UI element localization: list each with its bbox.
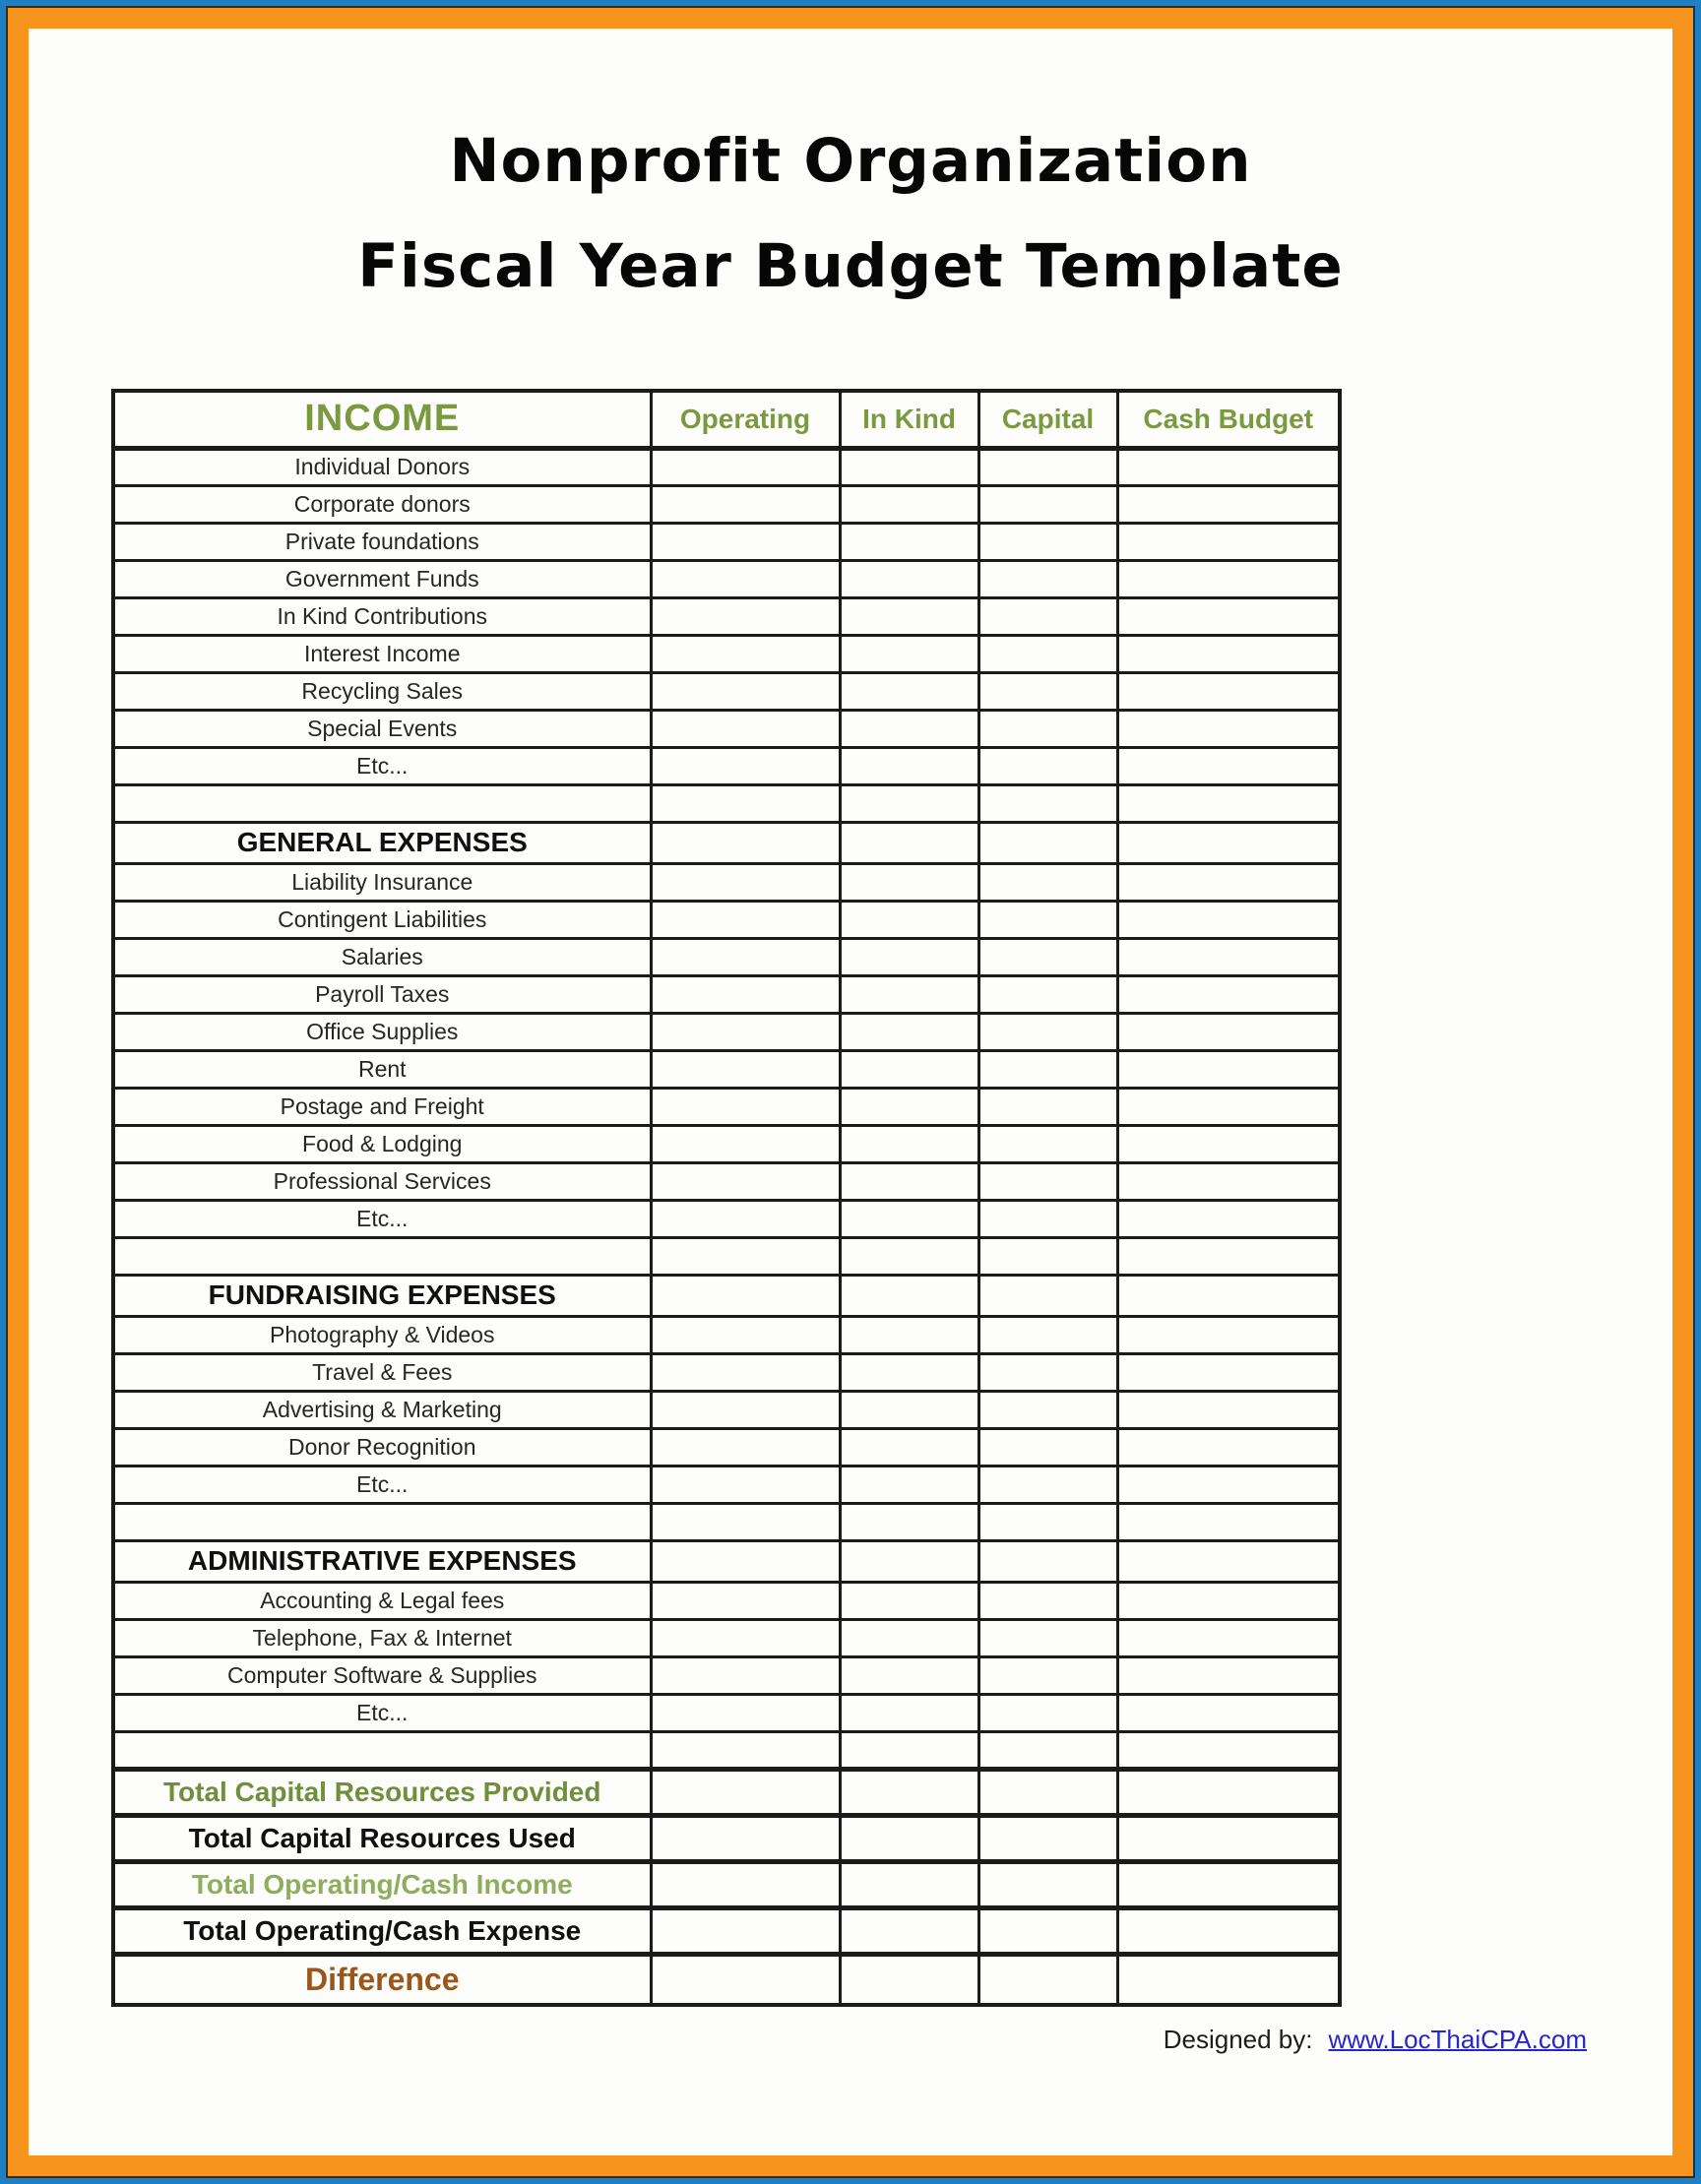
column-header-in-kind: In Kind (840, 391, 978, 448)
value-cell (651, 523, 840, 560)
value-cell (840, 710, 978, 747)
value-cell (1117, 1656, 1340, 1694)
value-cell (840, 485, 978, 523)
value-cell (1117, 448, 1340, 485)
value-cell (1117, 1162, 1340, 1200)
value-cell (651, 1088, 840, 1125)
row-label (113, 784, 651, 822)
row-label: Food & Lodging (113, 1125, 651, 1162)
value-cell (840, 901, 978, 938)
value-cell (840, 975, 978, 1013)
value-cell (840, 1466, 978, 1503)
value-cell (840, 1769, 978, 1815)
value-cell (651, 1582, 840, 1619)
table-row (113, 485, 1340, 523)
value-cell (651, 938, 840, 975)
value-cell (1117, 710, 1340, 747)
value-cell (1117, 1428, 1340, 1466)
footer (1164, 2025, 1587, 2055)
column-header-capital: Capital (978, 391, 1117, 448)
value-cell (1117, 1769, 1340, 1815)
row-label: In Kind Contributions (113, 597, 651, 635)
value-cell (840, 1540, 978, 1582)
value-cell (1117, 485, 1340, 523)
value-cell (840, 1619, 978, 1656)
row-label: Special Events (113, 710, 651, 747)
value-cell (840, 1125, 978, 1162)
value-cell (840, 1954, 978, 2005)
value-cell (651, 485, 840, 523)
row-label: Office Supplies (113, 1013, 651, 1050)
value-cell (978, 1391, 1117, 1428)
value-cell (978, 448, 1117, 485)
table-row (113, 1088, 1340, 1125)
value-cell (651, 1769, 840, 1815)
value-cell (978, 1861, 1117, 1907)
table-row (113, 523, 1340, 560)
row-label: Etc... (113, 1694, 651, 1731)
table-row (113, 1656, 1340, 1694)
table-row (113, 672, 1340, 710)
page-title-line1: Nonprofit Organization (449, 126, 1252, 196)
value-cell (978, 1731, 1117, 1769)
value-cell (1117, 597, 1340, 635)
table-row-blank (113, 1503, 1340, 1540)
row-label: Photography & Videos (113, 1316, 651, 1353)
value-cell (651, 747, 840, 784)
row-label: Computer Software & Supplies (113, 1656, 651, 1694)
table-row (113, 1200, 1340, 1237)
value-cell (651, 1619, 840, 1656)
value-cell (1117, 1275, 1340, 1316)
row-label: Contingent Liabilities (113, 901, 651, 938)
row-label: Donor Recognition (113, 1428, 651, 1466)
row-label: Difference (113, 1954, 651, 2005)
value-cell (1117, 1353, 1340, 1391)
value-cell (840, 1237, 978, 1275)
table-row (113, 938, 1340, 975)
value-cell (840, 672, 978, 710)
value-cell (978, 1694, 1117, 1731)
value-cell (1117, 901, 1340, 938)
value-cell (978, 1907, 1117, 1954)
value-cell (1117, 560, 1340, 597)
value-cell (1117, 1954, 1340, 2005)
value-cell (1117, 635, 1340, 672)
value-cell (978, 560, 1117, 597)
table-row-blank (113, 1237, 1340, 1275)
value-cell (651, 1125, 840, 1162)
table-row (113, 1582, 1340, 1619)
value-cell (978, 485, 1117, 523)
value-cell (651, 597, 840, 635)
value-cell (1117, 523, 1340, 560)
value-cell (1117, 1050, 1340, 1088)
column-header-income: INCOME (113, 391, 651, 448)
value-cell (840, 597, 978, 635)
value-cell (978, 597, 1117, 635)
value-cell (840, 1088, 978, 1125)
row-label: Government Funds (113, 560, 651, 597)
table-row (113, 747, 1340, 784)
table-row-section (113, 822, 1340, 863)
value-cell (840, 1316, 978, 1353)
value-cell (1117, 1861, 1340, 1907)
value-cell (978, 1619, 1117, 1656)
value-cell (840, 1013, 978, 1050)
value-cell (651, 1907, 840, 1954)
table-row (113, 1316, 1340, 1353)
value-cell (1117, 1694, 1340, 1731)
value-cell (840, 635, 978, 672)
value-cell (651, 560, 840, 597)
row-label: Interest Income (113, 635, 651, 672)
value-cell (1117, 1731, 1340, 1769)
value-cell (840, 1694, 978, 1731)
value-cell (978, 710, 1117, 747)
value-cell (651, 1353, 840, 1391)
value-cell (1117, 938, 1340, 975)
table-row (113, 710, 1340, 747)
table-row-total_green_light (113, 1861, 1340, 1907)
table-row (113, 1694, 1340, 1731)
page-title (29, 126, 1672, 301)
value-cell (651, 448, 840, 485)
value-cell (840, 747, 978, 784)
value-cell (1117, 1316, 1340, 1353)
value-cell (651, 1428, 840, 1466)
value-cell (840, 1731, 978, 1769)
row-label (113, 1237, 651, 1275)
value-cell (978, 672, 1117, 710)
value-cell (1117, 1237, 1340, 1275)
row-label: Etc... (113, 747, 651, 784)
page-orange-border (6, 6, 1695, 2178)
table-row (113, 1162, 1340, 1200)
value-cell (651, 1731, 840, 1769)
row-label: Private foundations (113, 523, 651, 560)
value-cell (978, 1466, 1117, 1503)
row-label: Total Capital Resources Used (113, 1815, 651, 1861)
value-cell (840, 822, 978, 863)
table-row (113, 1125, 1340, 1162)
value-cell (651, 1656, 840, 1694)
value-cell (651, 1391, 840, 1428)
value-cell (978, 523, 1117, 560)
table-row (113, 1013, 1340, 1050)
value-cell (840, 784, 978, 822)
row-label: Etc... (113, 1466, 651, 1503)
value-cell (978, 1540, 1117, 1582)
value-cell (651, 1466, 840, 1503)
value-cell (651, 1013, 840, 1050)
table-row (113, 975, 1340, 1013)
value-cell (1117, 975, 1340, 1013)
value-cell (1117, 1582, 1340, 1619)
value-cell (840, 1503, 978, 1540)
table-row (113, 1428, 1340, 1466)
value-cell (1117, 822, 1340, 863)
value-cell (1117, 1391, 1340, 1428)
value-cell (978, 1582, 1117, 1619)
row-label: Corporate donors (113, 485, 651, 523)
value-cell (651, 1162, 840, 1200)
value-cell (978, 1275, 1117, 1316)
column-header-cash-budget: Cash Budget (1117, 391, 1340, 448)
value-cell (651, 1316, 840, 1353)
value-cell (840, 1200, 978, 1237)
row-label: Accounting & Legal fees (113, 1582, 651, 1619)
row-label: Individual Donors (113, 448, 651, 485)
table-row-total_green (113, 1769, 1340, 1815)
table-row-section (113, 1275, 1340, 1316)
value-cell (651, 672, 840, 710)
value-cell (840, 1656, 978, 1694)
value-cell (978, 1200, 1117, 1237)
row-label: Payroll Taxes (113, 975, 651, 1013)
table-row (113, 560, 1340, 597)
table-header-row (113, 391, 1340, 448)
value-cell (840, 1353, 978, 1391)
table-row (113, 863, 1340, 901)
value-cell (651, 1694, 840, 1731)
value-cell (840, 938, 978, 975)
value-cell (651, 1861, 840, 1907)
value-cell (651, 1815, 840, 1861)
row-label: Postage and Freight (113, 1088, 651, 1125)
value-cell (840, 560, 978, 597)
value-cell (1117, 1013, 1340, 1050)
column-header-operating: Operating (651, 391, 840, 448)
value-cell (978, 747, 1117, 784)
value-cell (1117, 863, 1340, 901)
table-row (113, 635, 1340, 672)
value-cell (651, 635, 840, 672)
value-cell (978, 1088, 1117, 1125)
row-label: Advertising & Marketing (113, 1391, 651, 1428)
table-row (113, 1391, 1340, 1428)
value-cell (1117, 1200, 1340, 1237)
value-cell (978, 901, 1117, 938)
row-label: Total Operating/Cash Expense (113, 1907, 651, 1954)
value-cell (978, 975, 1117, 1013)
table-row (113, 1466, 1340, 1503)
value-cell (651, 784, 840, 822)
row-label (113, 1731, 651, 1769)
value-cell (978, 1815, 1117, 1861)
value-cell (651, 863, 840, 901)
value-cell (978, 1050, 1117, 1088)
value-cell (1117, 1466, 1340, 1503)
value-cell (840, 863, 978, 901)
value-cell (840, 1428, 978, 1466)
table-row-total_black (113, 1815, 1340, 1861)
row-label: Professional Services (113, 1162, 651, 1200)
value-cell (978, 1316, 1117, 1353)
row-label: Telephone, Fax & Internet (113, 1619, 651, 1656)
value-cell (978, 1656, 1117, 1694)
value-cell (651, 975, 840, 1013)
value-cell (651, 1050, 840, 1088)
value-cell (651, 1237, 840, 1275)
value-cell (651, 1503, 840, 1540)
table-row (113, 1050, 1340, 1088)
value-cell (651, 1275, 840, 1316)
locthaicpa-link[interactable]: www.LocThaiCPA.com (1328, 2025, 1587, 2054)
value-cell (1117, 1125, 1340, 1162)
value-cell (840, 1275, 978, 1316)
value-cell (651, 901, 840, 938)
row-label: Total Capital Resources Provided (113, 1769, 651, 1815)
value-cell (1117, 672, 1340, 710)
value-cell (978, 635, 1117, 672)
value-cell (1117, 784, 1340, 822)
row-label: ADMINISTRATIVE EXPENSES (113, 1540, 651, 1582)
table-row (113, 1619, 1340, 1656)
value-cell (978, 863, 1117, 901)
table-row-total_black (113, 1907, 1340, 1954)
value-cell (651, 1954, 840, 2005)
row-label: Rent (113, 1050, 651, 1088)
value-cell (978, 1954, 1117, 2005)
row-label: Travel & Fees (113, 1353, 651, 1391)
value-cell (978, 1013, 1117, 1050)
value-cell (978, 822, 1117, 863)
value-cell (1117, 1619, 1340, 1656)
value-cell (978, 1428, 1117, 1466)
row-label: Etc... (113, 1200, 651, 1237)
value-cell (978, 1503, 1117, 1540)
value-cell (978, 1162, 1117, 1200)
value-cell (978, 938, 1117, 975)
value-cell (1117, 1503, 1340, 1540)
value-cell (978, 1237, 1117, 1275)
value-cell (651, 1540, 840, 1582)
row-label (113, 1503, 651, 1540)
row-label: GENERAL EXPENSES (113, 822, 651, 863)
table-row-difference (113, 1954, 1340, 2005)
designed-by-label: Designed by: (1163, 2025, 1313, 2054)
table-row (113, 597, 1340, 635)
value-cell (840, 1391, 978, 1428)
budget-table (111, 389, 1342, 2007)
document-page (29, 29, 1672, 2155)
row-label: Liability Insurance (113, 863, 651, 901)
value-cell (978, 1769, 1117, 1815)
value-cell (840, 1582, 978, 1619)
value-cell (840, 1907, 978, 1954)
table-row (113, 901, 1340, 938)
value-cell (978, 1125, 1117, 1162)
table-row (113, 448, 1340, 485)
table-row-blank (113, 1731, 1340, 1769)
value-cell (840, 523, 978, 560)
row-label: Recycling Sales (113, 672, 651, 710)
value-cell (1117, 1540, 1340, 1582)
table-row (113, 1353, 1340, 1391)
row-label: FUNDRAISING EXPENSES (113, 1275, 651, 1316)
value-cell (651, 710, 840, 747)
value-cell (651, 822, 840, 863)
value-cell (1117, 1907, 1340, 1954)
value-cell (1117, 1815, 1340, 1861)
value-cell (1117, 1088, 1340, 1125)
page-title-line2: Fiscal Year Budget Template (357, 231, 1344, 301)
row-label: Salaries (113, 938, 651, 975)
table-row-blank (113, 784, 1340, 822)
value-cell (1117, 747, 1340, 784)
value-cell (840, 1162, 978, 1200)
value-cell (978, 784, 1117, 822)
value-cell (840, 1861, 978, 1907)
value-cell (840, 448, 978, 485)
table-row-section (113, 1540, 1340, 1582)
row-label: Total Operating/Cash Income (113, 1861, 651, 1907)
value-cell (840, 1815, 978, 1861)
value-cell (651, 1200, 840, 1237)
value-cell (840, 1050, 978, 1088)
value-cell (978, 1353, 1117, 1391)
